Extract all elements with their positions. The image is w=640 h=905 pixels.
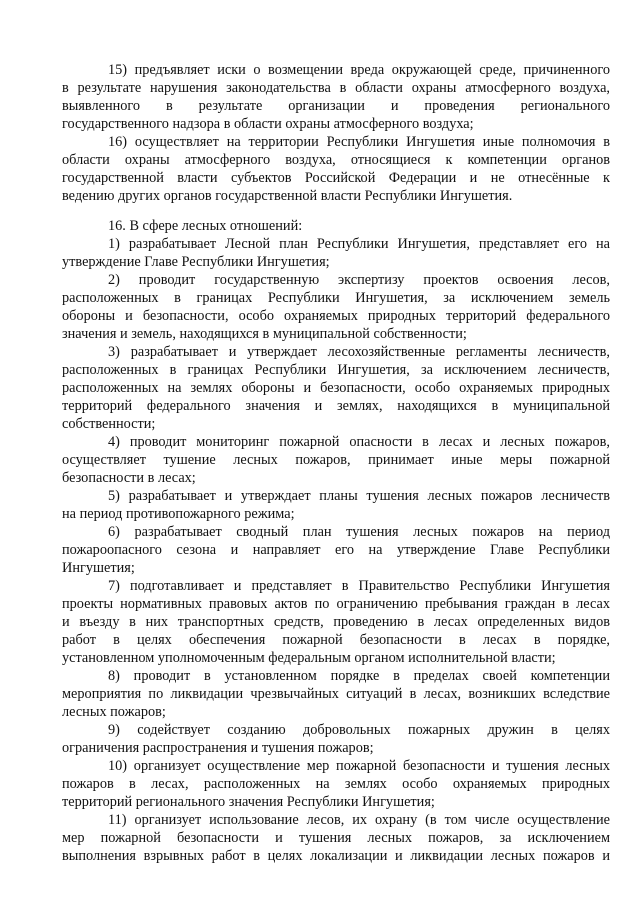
text-line: ведению других органов государственной власти Республики Ингушетия. bbox=[62, 188, 513, 204]
text-line: 8) проводит в установленном порядке в пределах своей компетенции bbox=[108, 668, 610, 684]
text-line: в результате нарушения законодательства в области охраны атмосферного воздуха, bbox=[62, 80, 610, 96]
text-line: территорий федерального значения и землях, находящихся в муниципальной bbox=[62, 398, 610, 414]
text-line: пожаров в лесах, расположенных на землях особо охраняемых природных bbox=[62, 776, 610, 792]
text-line: обороны и безопасности, особо охраняемых природных территорий федерального bbox=[62, 308, 610, 324]
text-line: 11) организует использование лесов, их охрану (в том числе осуществление bbox=[108, 812, 610, 828]
text-line: лесных пожаров; bbox=[62, 704, 166, 720]
text-line: территорий регионального значения Республики Ингушетия; bbox=[62, 794, 435, 810]
text-line: осуществляет тушение лесных пожаров, принимает иные меры пожарной bbox=[62, 452, 610, 468]
text-line: государственной власти субъектов Российской Федерации и не отнесённые к bbox=[62, 170, 610, 186]
text-line: значения и земель, находящихся в муниципальной собственности; bbox=[62, 326, 467, 342]
text-line: 1) разрабатывает Лесной план Республики Ингушетия, представляет его на bbox=[108, 236, 610, 252]
text-line: мероприятия по ликвидации чрезвычайных ситуаций в лесах, возникших вследствие bbox=[62, 686, 610, 702]
text-line: работ в целях обеспечения пожарной безопасности в лесах в порядке, bbox=[62, 632, 610, 648]
text-line: 2) проводит государственную экспертизу проектов освоения лесов, bbox=[108, 272, 610, 288]
text-line: области охраны атмосферного воздуха, относящиеся к компетенции органов bbox=[62, 152, 610, 168]
text-line: 7) подготавливает и представляет в Правительство Республики Ингушетия bbox=[108, 578, 610, 594]
text-line: 6) разрабатывает сводный план тушения лесных пожаров на период bbox=[108, 524, 610, 540]
section-heading: 16. В сфере лесных отношений: bbox=[108, 218, 303, 234]
text-line: на период противопожарного режима; bbox=[62, 506, 295, 522]
text-line: 10) организует осуществление мер пожарной безопасности и тушения лесных bbox=[108, 758, 610, 774]
text-line: расположенных в границах Республики Ингушетия, за исключением земель bbox=[62, 290, 610, 306]
text-line: безопасности в лесах; bbox=[62, 470, 196, 486]
text-line: утверждение Главе Республики Ингушетия; bbox=[62, 254, 330, 270]
text-line: мер пожарной безопасности и тушения лесных пожаров, за исключением bbox=[62, 830, 610, 846]
text-line: проекты нормативных правовых актов по ограничению пребывания граждан в лесах bbox=[62, 596, 610, 612]
text-line: собственности; bbox=[62, 416, 156, 432]
text-line: и въезду в них транспортных средств, проведению в лесах определенных видов bbox=[62, 614, 610, 630]
text-line: 3) разрабатывает и утверждает лесохозяйственные регламенты лесничеств, bbox=[108, 344, 610, 360]
text-line: 4) проводит мониторинг пожарной опасности в лесах и лесных пожаров, bbox=[108, 434, 610, 450]
text-line: 15) предъявляет иски о возмещении вреда окружающей среде, причиненного bbox=[108, 62, 610, 78]
text-line: пожароопасного сезона и направляет его на утверждение Главе Республики bbox=[62, 542, 610, 558]
text-line: государственного надзора в области охраны атмосферного воздуха; bbox=[62, 116, 474, 132]
text-line: ограничения распространения и тушения пожаров; bbox=[62, 740, 374, 756]
text-line: 9) содействует созданию добровольных пожарных дружин в целях bbox=[108, 722, 610, 738]
text-line: 5) разрабатывает и утверждает планы тушения лесных пожаров лесничеств bbox=[108, 488, 610, 504]
text-line: Ингушетия; bbox=[62, 560, 135, 576]
text-line: 16) осуществляет на территории Республики Ингушетия иные полномочия в bbox=[108, 134, 610, 150]
text-line: расположенных в границах Республики Ингушетия, за исключением лесничеств, bbox=[62, 362, 610, 378]
text-line: расположенных на землях обороны и безопасности, особо охраняемых природных bbox=[62, 380, 610, 396]
text-line: выявленного в результате организации и проведения регионального bbox=[62, 98, 610, 114]
text-line: установленном уполномоченным федеральным органом исполнительной власти; bbox=[62, 650, 556, 666]
text-line: выполнения взрывных работ в целях локализации и ликвидации лесных пожаров и bbox=[62, 848, 610, 864]
